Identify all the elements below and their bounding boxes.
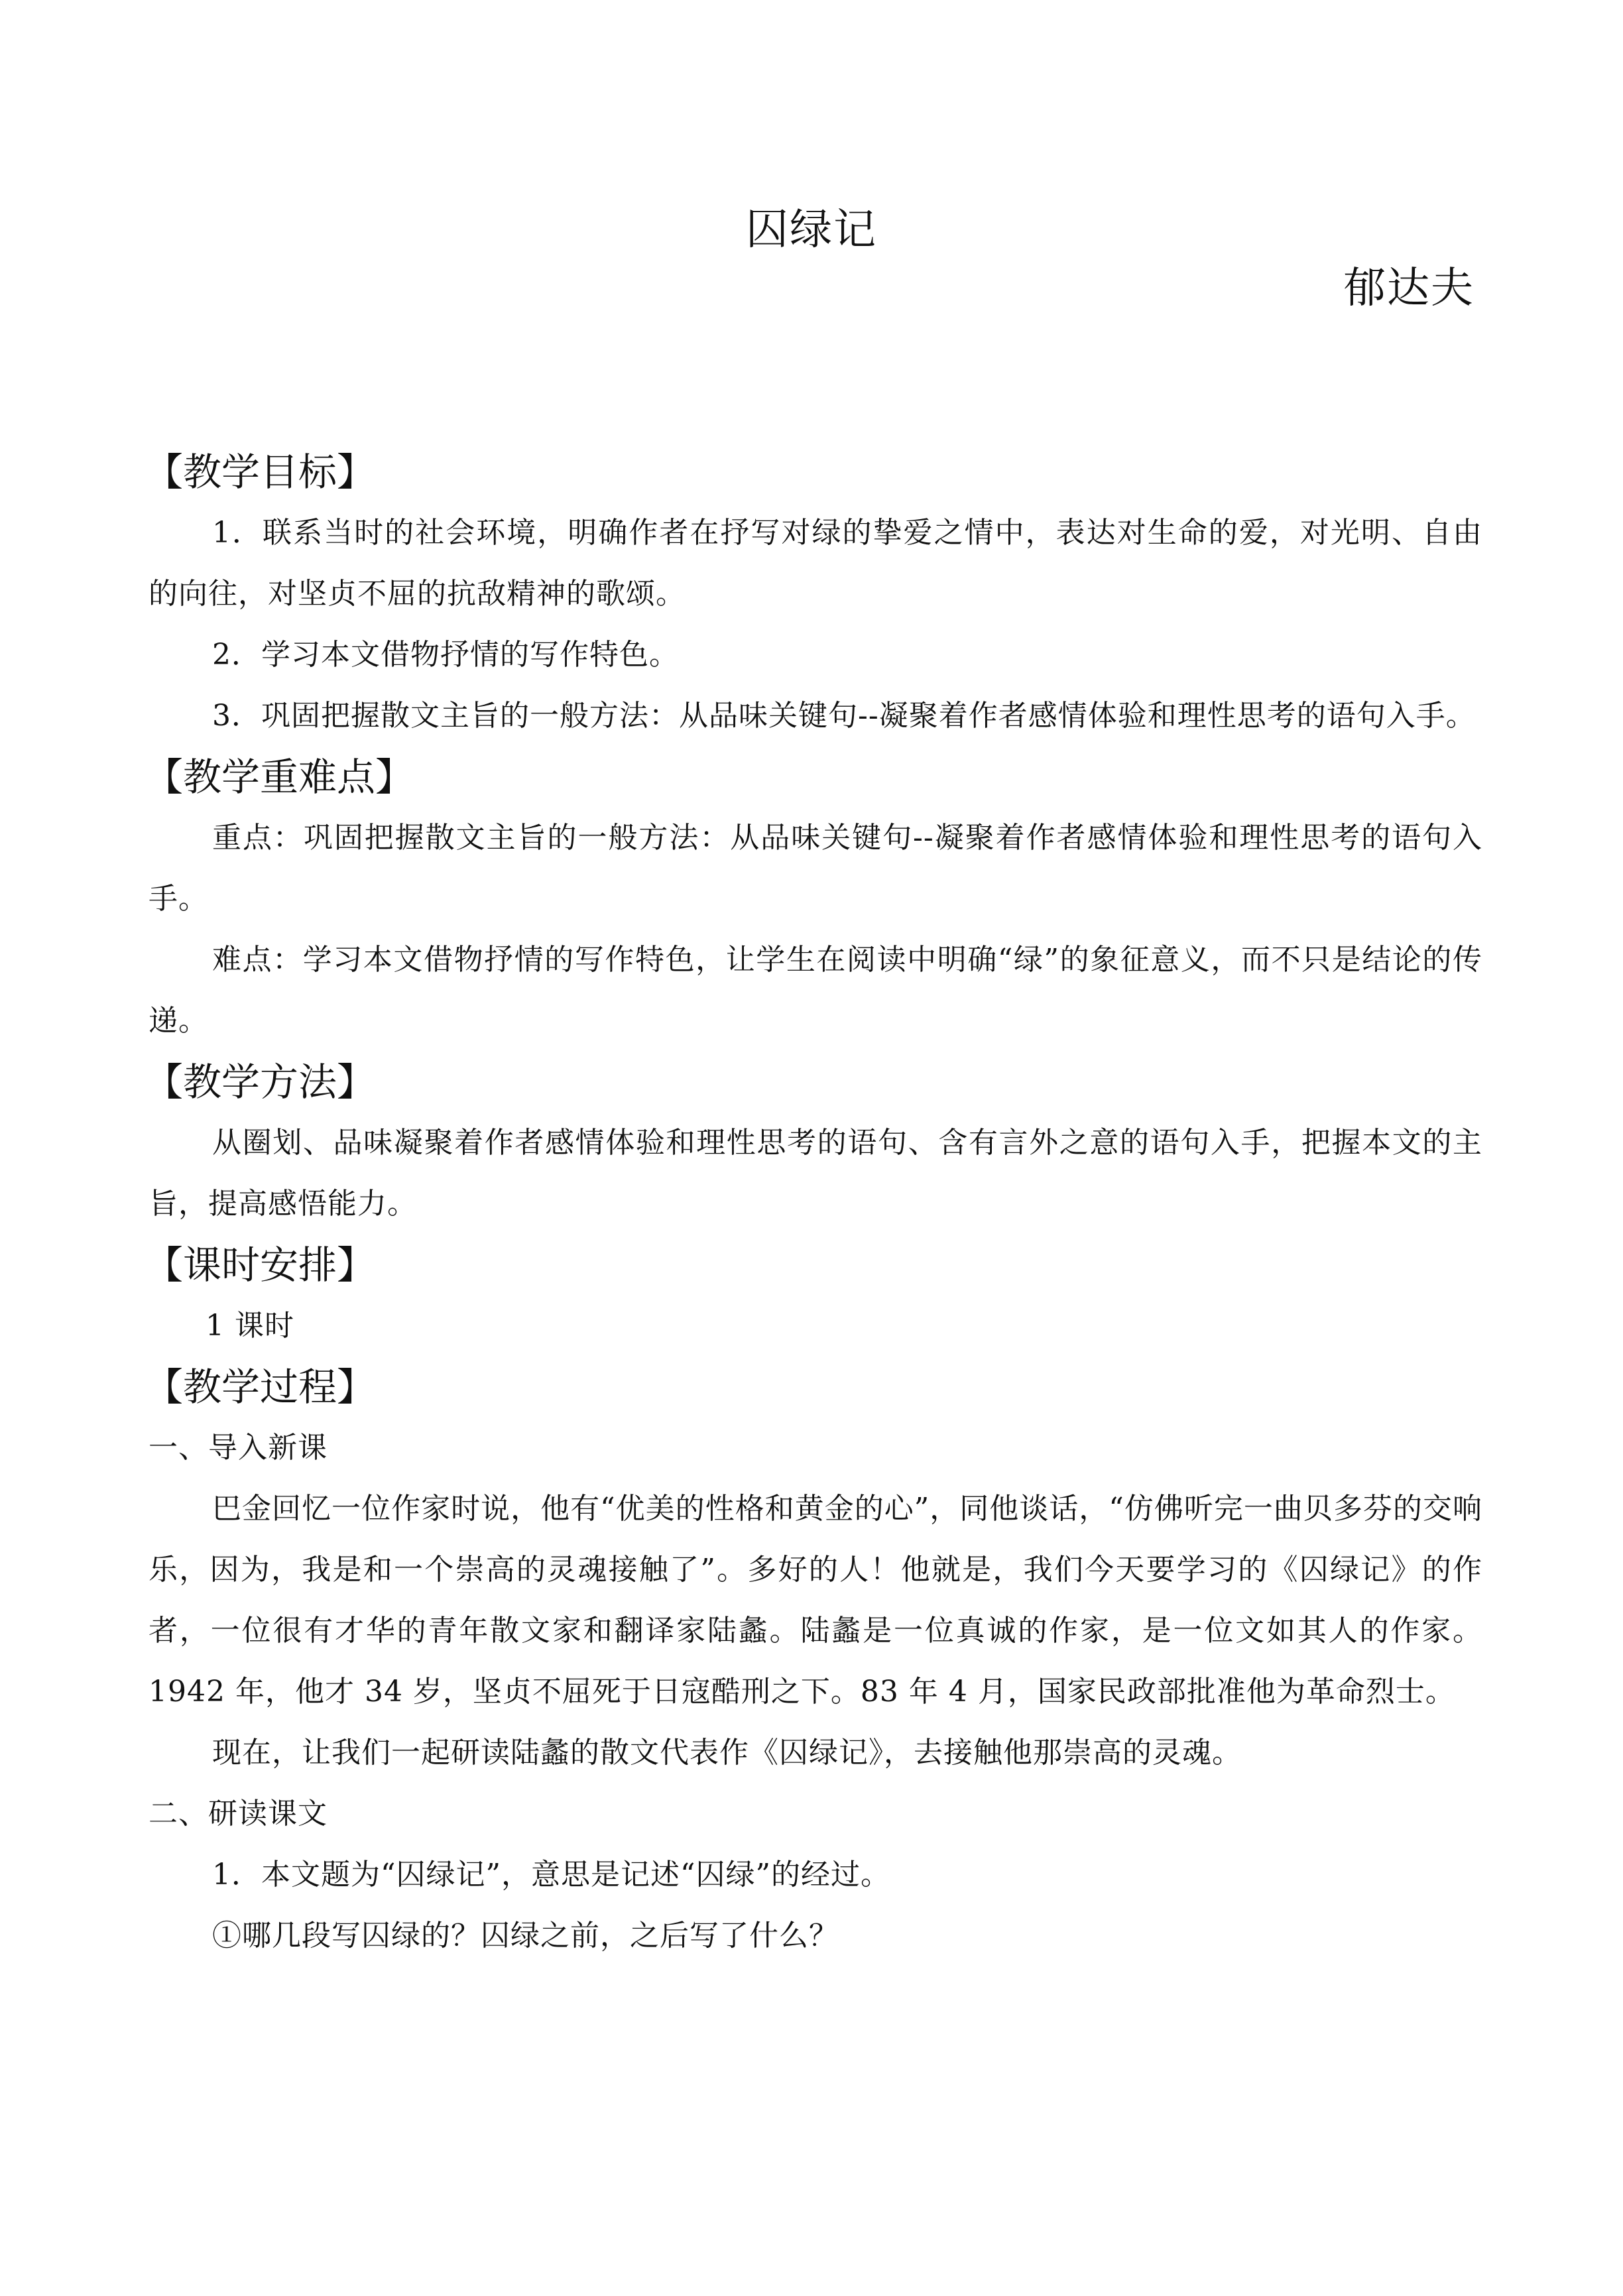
objective-item: 1．联系当时的社会环境，明确作者在抒写对绿的挚爱之情中，表达对生命的爱，对光明、自由的向往，对坚贞不屈的抗敌精神的歌颂。: [149, 516, 1482, 611]
section-heading-schedule: 【课时安排】: [145, 1242, 376, 1288]
section-heading-methods: 【教学方法】: [145, 1059, 376, 1105]
process-part2-paragraph: ①哪几段写囚绿的？囚绿之前，之后写了什么？: [212, 1919, 839, 1953]
objective-item: 3．巩固把握散文主旨的一般方法：从品味关键句--凝聚着作者感情体验和理性思考的语句入手。: [212, 699, 1476, 733]
document-author: 郁达夫: [1343, 264, 1474, 313]
schedule-text: 1 课时: [206, 1309, 294, 1343]
section-heading-objectives: 【教学目标】: [145, 450, 376, 495]
process-part2-title: 二、研读课文: [149, 1797, 328, 1831]
process-part1-paragraph: 巴金回忆一位作家时说，他有“优美的性格和黄金的心”，同他谈话，“仿佛听完一曲贝多芬的交响乐，因为，我是和一个崇高的灵魂接触了”。多好的人！他就是，我们今天要学习的《囚绿记》的作者，一位很有才华的青年散文家和翻译家陆蠡。陆蠡是一位真诚的作家，是一位文如其人的作家。1942 年，他才 34 岁，坚贞不屈死于日寇酷刑之下。83 年 4 月，国家民政部批准他为革命烈士。: [149, 1492, 1482, 1709]
key-point-item: 重点：巩固把握散文主旨的一般方法：从品味关键句--凝聚着作者感情体验和理性思考的语句入手。: [149, 821, 1482, 916]
objective-item: 2．学习本文借物抒情的写作特色。: [212, 638, 679, 672]
section-heading-process: 【教学过程】: [145, 1364, 376, 1410]
method-item: 从圈划、品味凝聚着作者感情体验和理性思考的语句、含有言外之意的语句入手，把握本文的主旨，提高感悟能力。: [149, 1126, 1482, 1221]
document-title: 囚绿记: [746, 206, 877, 255]
key-point-item: 难点：学习本文借物抒情的写作特色，让学生在阅读中明确“绿”的象征意义，而不只是结论的传递。: [149, 943, 1483, 1038]
section-heading-key-points: 【教学重难点】: [145, 755, 414, 800]
process-part2-paragraph: 1．本文题为“囚绿记”，意思是记述“囚绿”的经过。: [212, 1858, 890, 1892]
document-body: [145, 442, 1483, 1966]
process-part1-paragraph: 现在，让我们一起研读陆蠡的散文代表作《囚绿记》，去接触他那崇高的灵魂。: [212, 1736, 1242, 1770]
process-part1-title: 一、导入新课: [149, 1431, 328, 1465]
